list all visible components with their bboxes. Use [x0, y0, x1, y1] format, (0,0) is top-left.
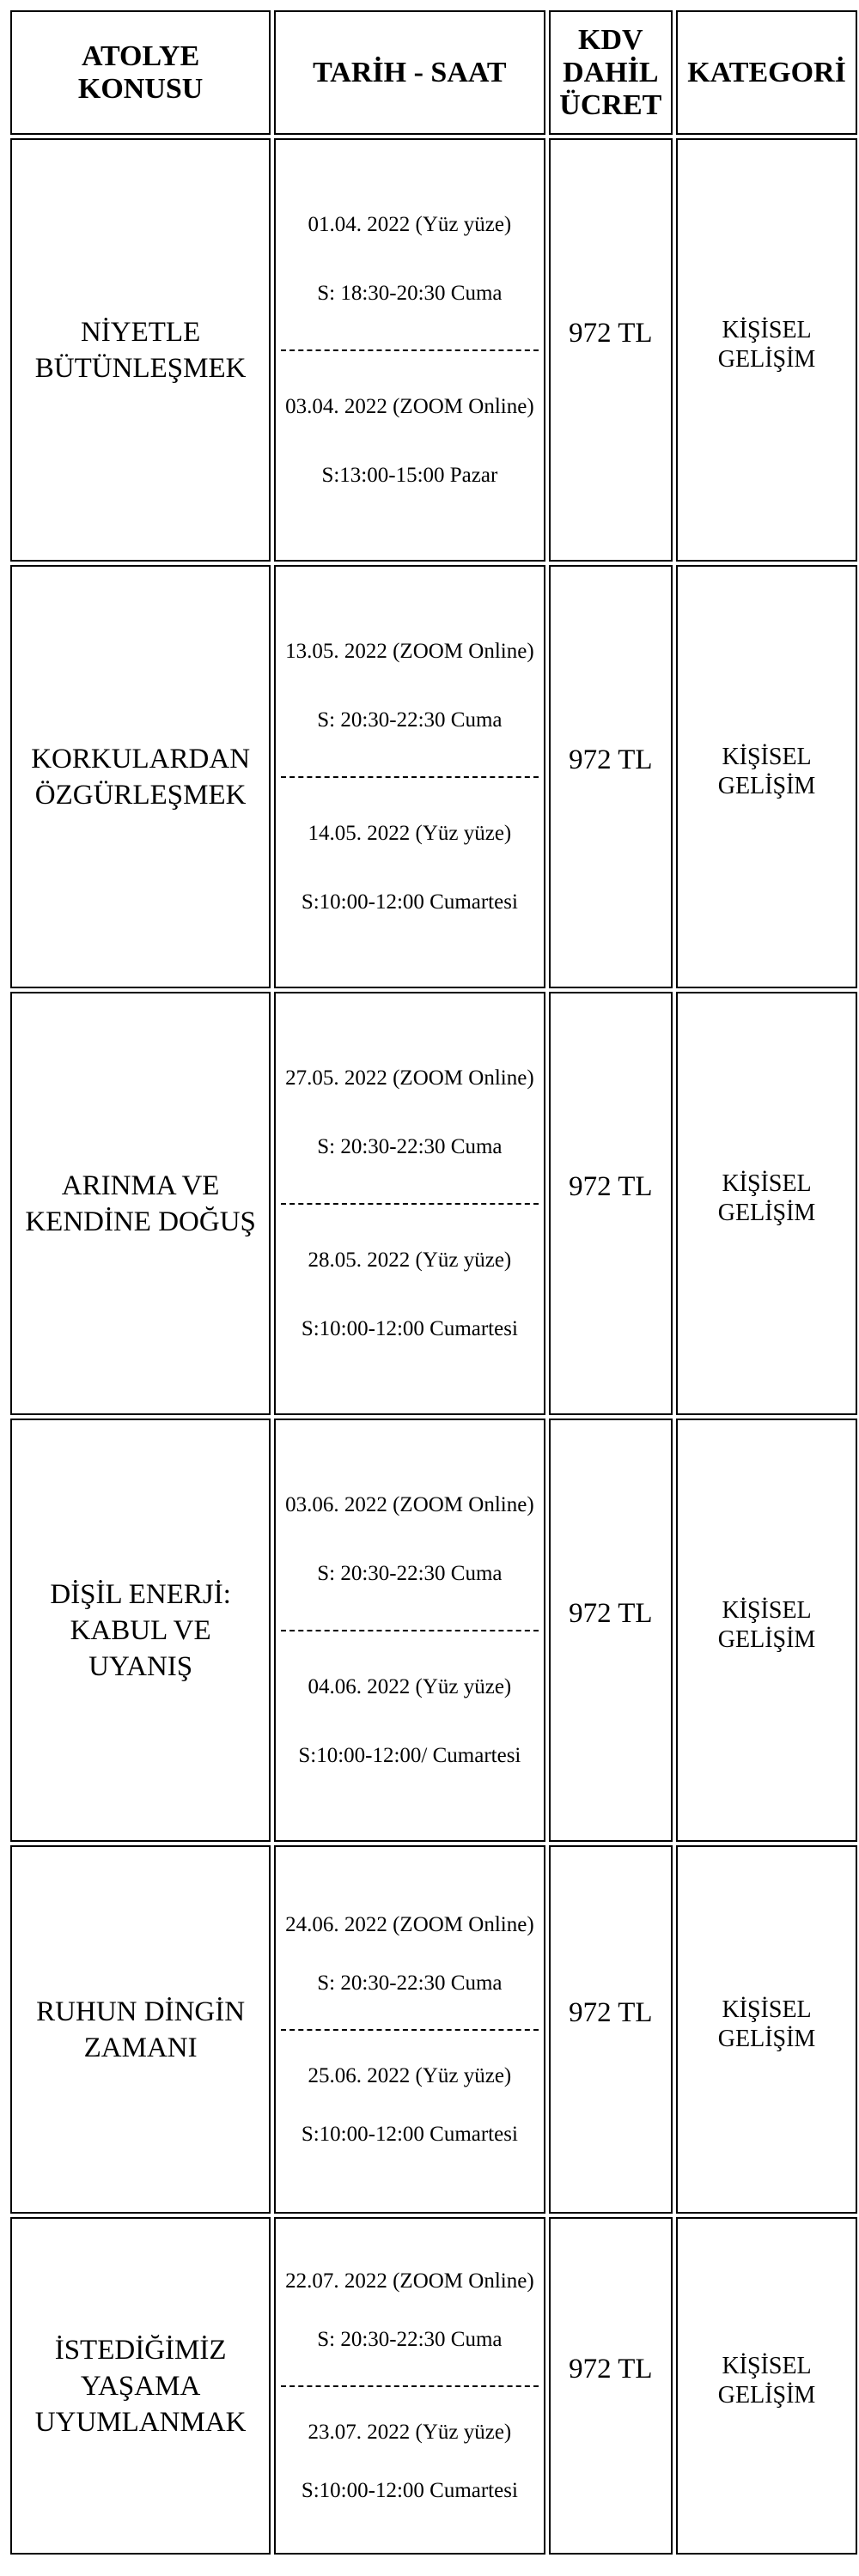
workshop-topic [10, 1419, 271, 1842]
price-value: 972 TL [569, 744, 653, 775]
category-value [718, 316, 816, 374]
session-1-date: 03.06. 2022 (ZOOM Online) [285, 1492, 534, 1516]
workshop-dates [274, 1845, 545, 2214]
workshop-table [7, 7, 859, 2558]
workshop-category [676, 1419, 857, 1842]
session-2-date: 28.05. 2022 (Yüz yüze) [308, 1248, 512, 1272]
workshop-price [549, 1845, 673, 2214]
header-topic-line: KONUSU [77, 72, 204, 105]
workshop-topic-line: DİŞİL ENERJİ: [50, 1578, 231, 1610]
session-2-date: 03.04. 2022 (ZOOM Online) [285, 394, 534, 418]
workshop-price [549, 992, 673, 1415]
header-topic [10, 10, 271, 135]
session-2-date: 14.05. 2022 (Yüz yüze) [308, 821, 512, 845]
workshop-topic-line: ARINMA VE [61, 1170, 220, 1201]
session-2-date: 25.06. 2022 (Yüz yüze) [308, 2063, 512, 2087]
table-row [10, 992, 857, 1415]
session-2-time: S:10:00-12:00 Cumartesi [301, 890, 518, 914]
session-1-time: S: 18:30-20:30 Cuma [317, 281, 503, 305]
price-value: 972 TL [569, 2353, 653, 2385]
workshop-price [549, 1419, 673, 1842]
session-1-date: 24.06. 2022 (ZOOM Online) [285, 1912, 534, 1936]
workshop-dates [274, 138, 545, 562]
session-1-time: S: 20:30-22:30 Cuma [317, 1134, 503, 1158]
session-2-time: S:10:00-12:00 Cumartesi [301, 2122, 518, 2146]
workshop-topic-line: KENDİNE DOĞUŞ [25, 1206, 256, 1237]
table-header-row [10, 10, 857, 135]
workshop-topic-line: UYANIŞ [88, 1650, 193, 1682]
table-row [10, 1419, 857, 1842]
session-1-time: S: 20:30-22:30 Cuma [317, 1971, 503, 1995]
category-line: GELİŞİM [717, 772, 816, 799]
workshop-schedule [7, 7, 859, 2558]
session-1-date: 27.05. 2022 (ZOOM Online) [285, 1066, 534, 1090]
category-line: KİŞİSEL [722, 2352, 812, 2379]
category-line: GELİŞİM [717, 1625, 816, 1653]
price-value: 972 TL [569, 1996, 653, 2028]
workshop-category [676, 138, 857, 562]
session-2-date: 23.07. 2022 (Yüz yüze) [308, 2420, 512, 2444]
category-line: GELİŞİM [717, 345, 816, 373]
header-price-line: DAHİL [563, 56, 659, 88]
header-category-line: KATEGORİ [687, 56, 846, 88]
session-1-time: S: 20:30-22:30 Cuma [317, 1561, 503, 1585]
workshop-topic-line: ZAMANI [83, 2032, 198, 2063]
workshop-category [676, 2217, 857, 2555]
header-datetime [274, 10, 545, 135]
workshop-topic-line: KABUL VE [70, 1614, 211, 1646]
session-2-date: 04.06. 2022 (Yüz yüze) [308, 1674, 512, 1698]
workshop-category [676, 992, 857, 1415]
table-row [10, 1845, 857, 2214]
workshop-dates [274, 565, 545, 988]
workshop-topic-line: KORKULARDAN [31, 743, 251, 775]
category-line: KİŞİSEL [722, 1996, 812, 2023]
category-line: GELİŞİM [717, 2025, 816, 2052]
workshop-topic-line: İSTEDİĞİMİZ [54, 2334, 227, 2366]
category-line: KİŞİSEL [722, 1170, 812, 1197]
session-2-time: S:10:00-12:00/ Cumartesi [298, 1743, 521, 1767]
header-datetime-line: TARİH - SAAT [313, 56, 507, 88]
session-2-time: S:10:00-12:00 Cumartesi [301, 1316, 518, 1340]
header-price-line: KDV [578, 23, 643, 56]
session-1-time: S: 20:30-22:30 Cuma [317, 708, 503, 732]
workshop-topic-line: YAŞAMA [80, 2370, 201, 2402]
workshop-topic-line: NİYETLE [80, 316, 201, 348]
workshop-dates [274, 992, 545, 1415]
category-line: GELİŞİM [717, 1199, 816, 1226]
header-price-line: ÜCRET [559, 88, 662, 121]
category-line: KİŞİSEL [722, 743, 812, 770]
workshop-topic-line: ÖZGÜRLEŞMEK [34, 779, 247, 811]
table-row [10, 565, 857, 988]
workshop-topic-line: UYUMLANMAK [34, 2406, 247, 2438]
session-1-time: S: 20:30-22:30 Cuma [317, 2327, 503, 2351]
category-line: GELİŞİM [717, 2381, 816, 2409]
workshop-price [549, 138, 673, 562]
header-category [676, 10, 857, 135]
workshop-topic [10, 992, 271, 1415]
price-value: 972 TL [569, 1170, 653, 1202]
table-row [10, 2217, 857, 2555]
table-row [10, 138, 857, 562]
category-line: KİŞİSEL [722, 1596, 812, 1624]
session-2-time: S:13:00-15:00 Pazar [321, 463, 498, 487]
workshop-topic [10, 565, 271, 988]
category-value [718, 743, 816, 801]
header-price [549, 10, 673, 135]
workshop-topic [10, 1845, 271, 2214]
session-1-date: 13.05. 2022 (ZOOM Online) [285, 639, 534, 663]
workshop-dates [274, 2217, 545, 2555]
price-value: 972 TL [569, 1597, 653, 1629]
workshop-category [676, 1845, 857, 2214]
category-value [718, 1170, 816, 1228]
session-1-date: 22.07. 2022 (ZOOM Online) [285, 2269, 534, 2293]
workshop-topic-line: BÜTÜNLEŞMEK [34, 352, 247, 384]
workshop-price [549, 565, 673, 988]
workshop-category [676, 565, 857, 988]
session-1-date: 01.04. 2022 (Yüz yüze) [308, 212, 512, 236]
workshop-dates [274, 1419, 545, 1842]
price-value: 972 TL [569, 317, 653, 349]
session-2-time: S:10:00-12:00 Cumartesi [301, 2478, 518, 2502]
category-value [718, 1596, 816, 1655]
workshop-topic [10, 138, 271, 562]
category-value [718, 2352, 816, 2410]
workshop-price [549, 2217, 673, 2555]
category-value [718, 1996, 816, 2054]
header-topic-line: ATOLYE [81, 39, 200, 72]
category-line: KİŞİSEL [722, 316, 812, 343]
workshop-topic-line: RUHUN DİNGİN [36, 1996, 246, 2027]
workshop-topic [10, 2217, 271, 2555]
